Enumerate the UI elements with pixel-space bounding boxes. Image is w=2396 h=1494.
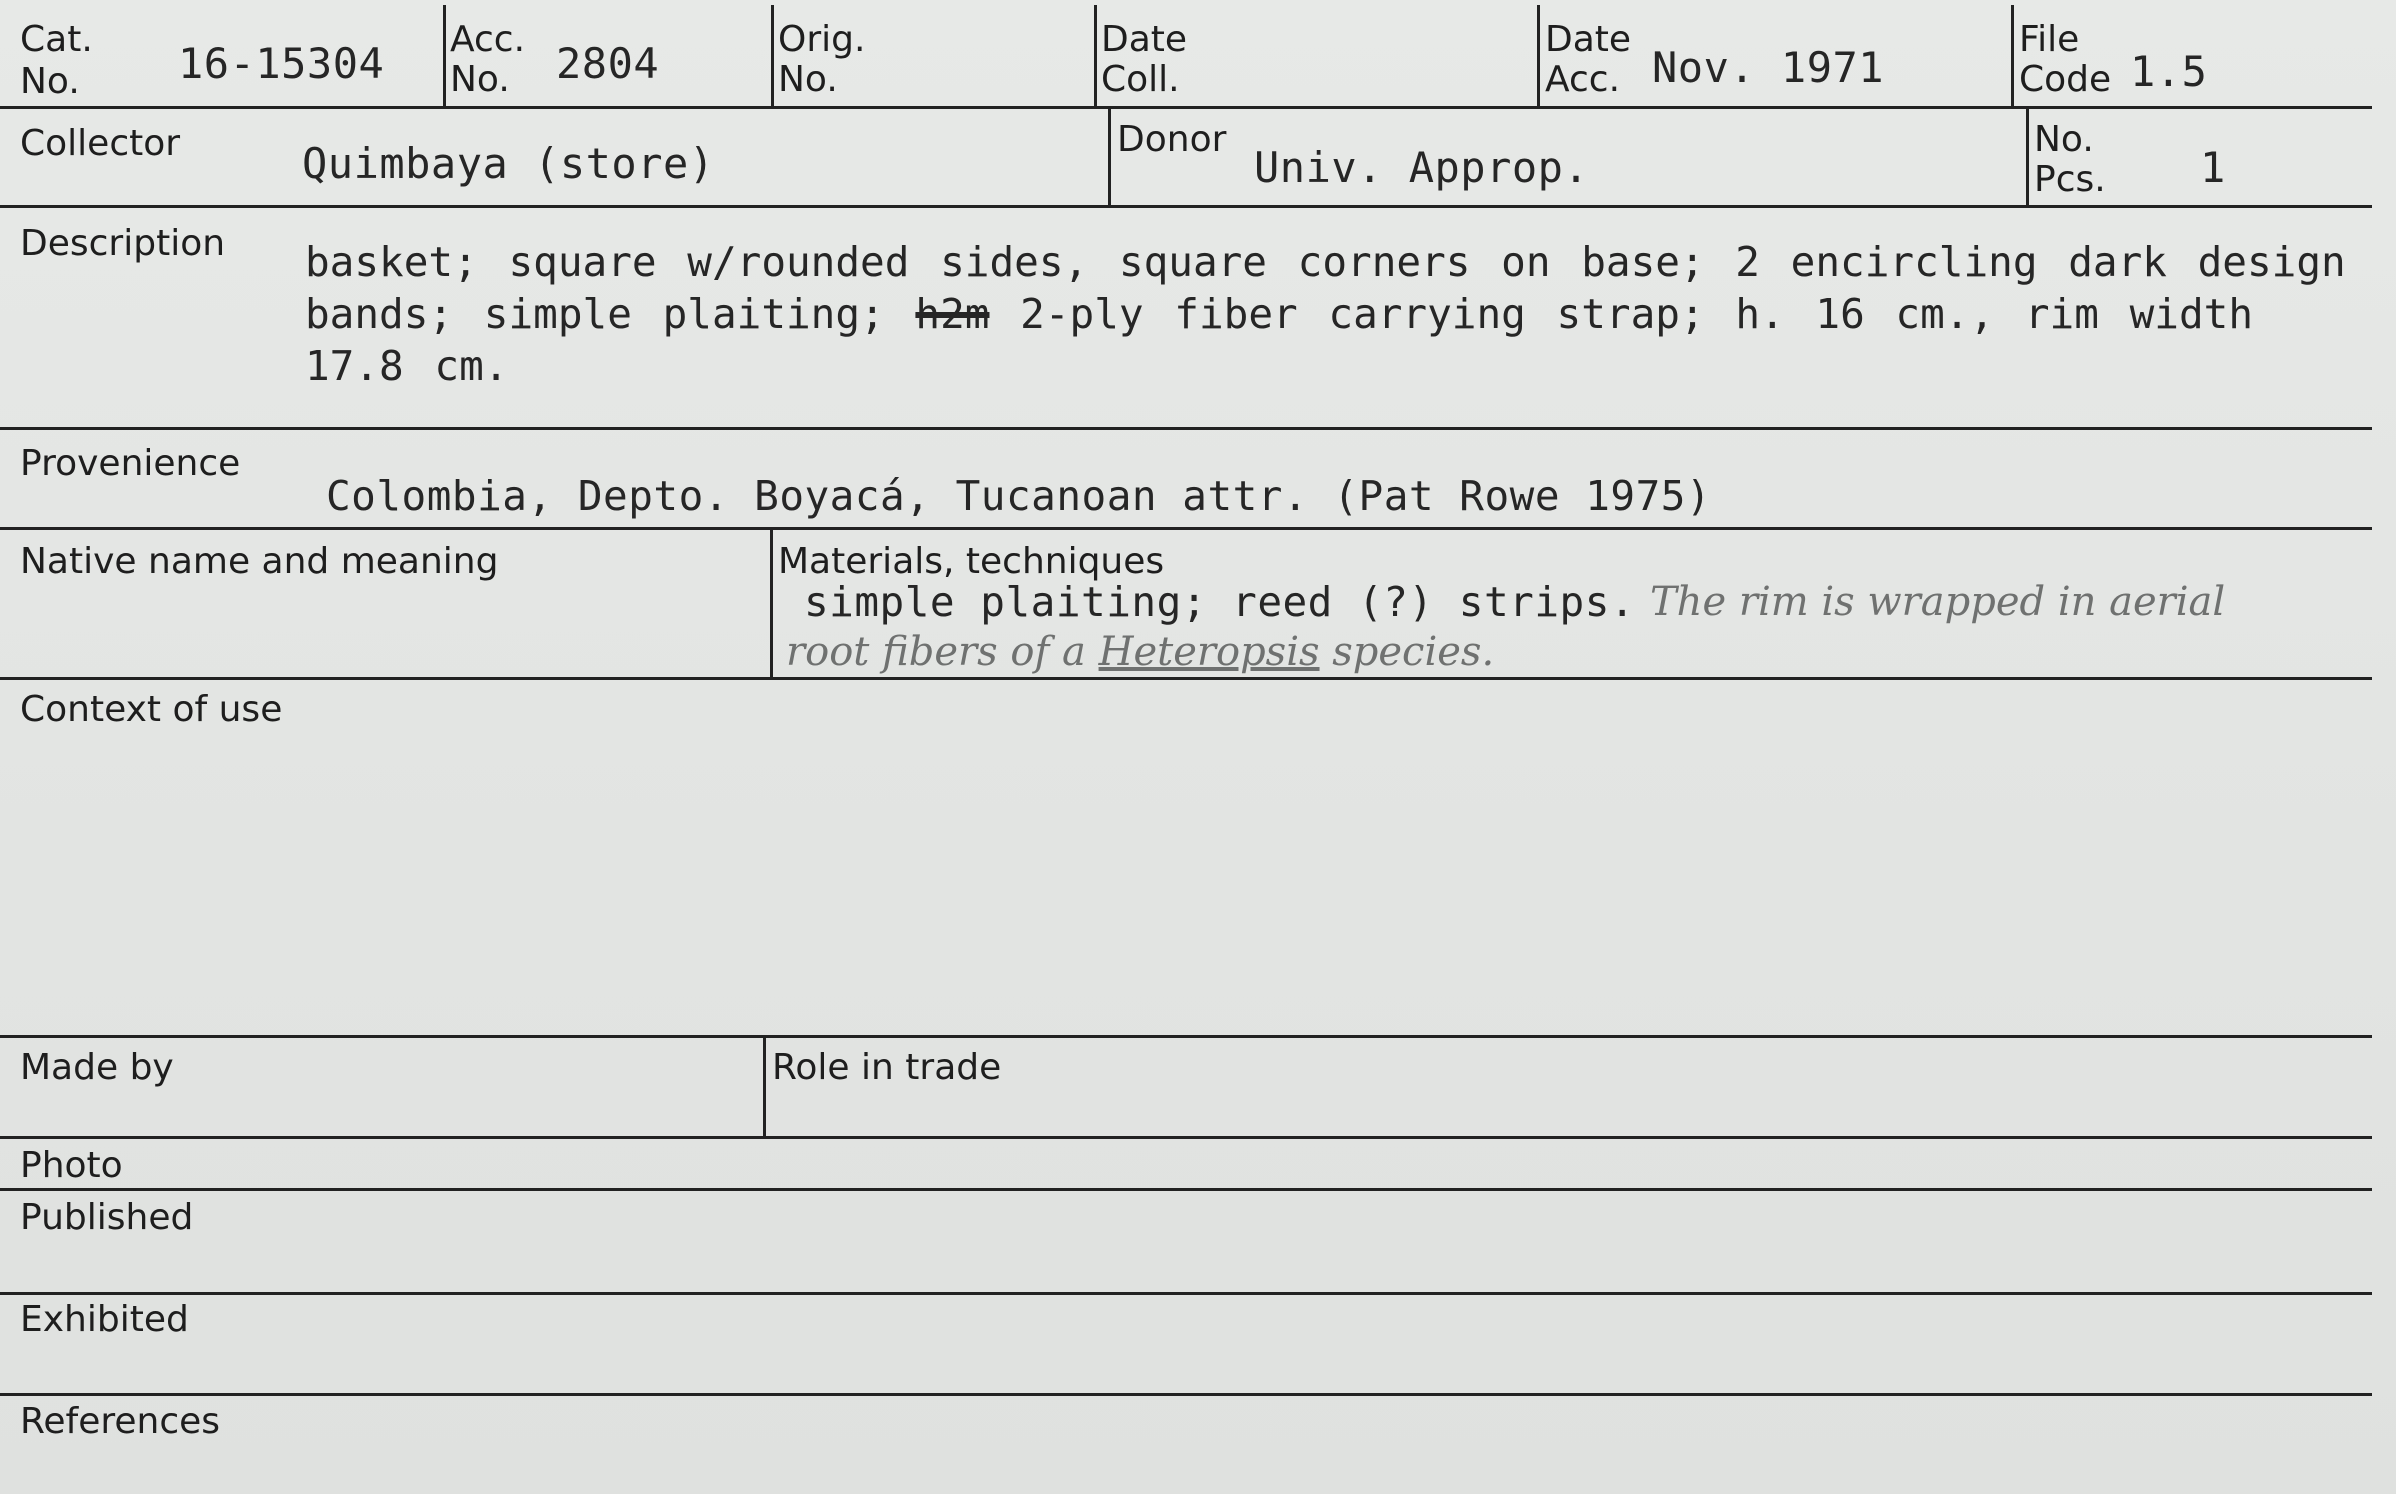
description-line-3: 17.8 cm.: [305, 342, 509, 390]
pcs-label-line1: No.: [2034, 119, 2094, 160]
context-of-use-label: Context of use: [20, 689, 283, 730]
rule-provenience-bottom: [0, 527, 2372, 530]
provenience-label: Provenience: [20, 443, 241, 484]
pcs-value: 1: [2200, 143, 2226, 192]
made-by-label: Made by: [20, 1047, 174, 1088]
collector-label: Collector: [20, 123, 181, 164]
photo-label: Photo: [20, 1145, 123, 1186]
rule-v-native-materials: [770, 527, 773, 678]
materials-typed-value: simple plaiting; reed (?) strips.: [804, 578, 1636, 626]
description-line-1: basket; square w/rounded sides, square corners on base; 2 encircling dark design: [305, 238, 2346, 286]
donor-value: Univ. Approp.: [1254, 143, 1590, 192]
struck-out-text: h2m: [915, 290, 990, 338]
provenience-value: Colombia, Depto. Boyacá, Tucanoan attr. (Pat Rowe 1975): [326, 472, 1712, 520]
donor-label: Donor: [1117, 119, 1227, 160]
file-code-label-line2: Code: [2019, 59, 2112, 100]
references-label: References: [20, 1401, 221, 1442]
description-line-2-end: 2-ply fiber carrying strap; h. 16 cm., rim width: [1020, 290, 2254, 338]
published-label: Published: [20, 1197, 194, 1238]
rule-photo-bottom: [0, 1188, 2372, 1191]
date-acc-value: Nov. 1971: [1652, 43, 1885, 92]
description-line-2-start: bands; simple plaiting;: [305, 290, 885, 338]
cat-no-value: 16-15304: [178, 39, 385, 88]
handwritten-genus-name: Heteropsis: [1098, 629, 1320, 675]
rule-collector-bottom: [0, 205, 2372, 208]
materials-label: Materials, techniques: [778, 541, 1165, 582]
rule-header-bottom: [0, 106, 2372, 109]
file-code-label-line1: File: [2019, 19, 2080, 60]
materials-handwritten-note-line-1: The rim is wrapped in aerial: [1650, 579, 2226, 625]
role-in-trade-label: Role in trade: [772, 1047, 1002, 1088]
rule-context-bottom: [0, 1035, 2372, 1038]
description-text: [305, 236, 2365, 392]
date-coll-label-line2: Coll.: [1101, 59, 1180, 100]
rule-description-bottom: [0, 427, 2372, 430]
collector-value: Quimbaya (store): [302, 139, 715, 188]
rule-v-dateacc-file: [2011, 5, 2014, 107]
handwritten-note-line-2-start: root fibers of a: [786, 629, 1086, 675]
description-line-2: [305, 288, 2365, 340]
handwritten-note-line-2-end: species.: [1332, 629, 1495, 675]
date-coll-label-line1: Date: [1101, 19, 1188, 60]
pcs-label-line2: Pcs.: [2034, 159, 2106, 200]
acc-no-label-line1: Acc.: [450, 19, 526, 60]
orig-no-label-line2: No.: [778, 59, 838, 100]
rule-v-acc-orig: [771, 5, 774, 107]
rule-exhibited-bottom: [0, 1393, 2372, 1396]
exhibited-label: Exhibited: [20, 1299, 189, 1340]
rule-v-donor-pcs: [2026, 106, 2029, 206]
date-acc-label-line2: Acc.: [1545, 59, 1621, 100]
rule-madeby-bottom: [0, 1136, 2372, 1139]
acc-no-label-line2: No.: [450, 59, 510, 100]
rule-v-madeby-role: [763, 1035, 766, 1137]
orig-no-label-line1: Orig.: [778, 19, 866, 60]
description-label: Description: [20, 223, 226, 264]
rule-v-orig-datecoll: [1094, 5, 1097, 107]
cat-no-label-line1: Cat.: [20, 19, 93, 60]
cat-no-label-line2: No.: [20, 61, 80, 102]
rule-v-cat-acc: [443, 5, 446, 107]
rule-v-collector-donor: [1108, 106, 1111, 206]
acc-no-value: 2804: [556, 39, 660, 88]
materials-handwritten-note-line-2: [786, 626, 1494, 678]
native-name-label: Native name and meaning: [20, 541, 499, 582]
file-code-value: 1.5: [2130, 47, 2208, 96]
rule-published-bottom: [0, 1292, 2372, 1295]
rule-v-datecoll-dateacc: [1537, 5, 1540, 107]
date-acc-label-line1: Date: [1545, 19, 1632, 60]
